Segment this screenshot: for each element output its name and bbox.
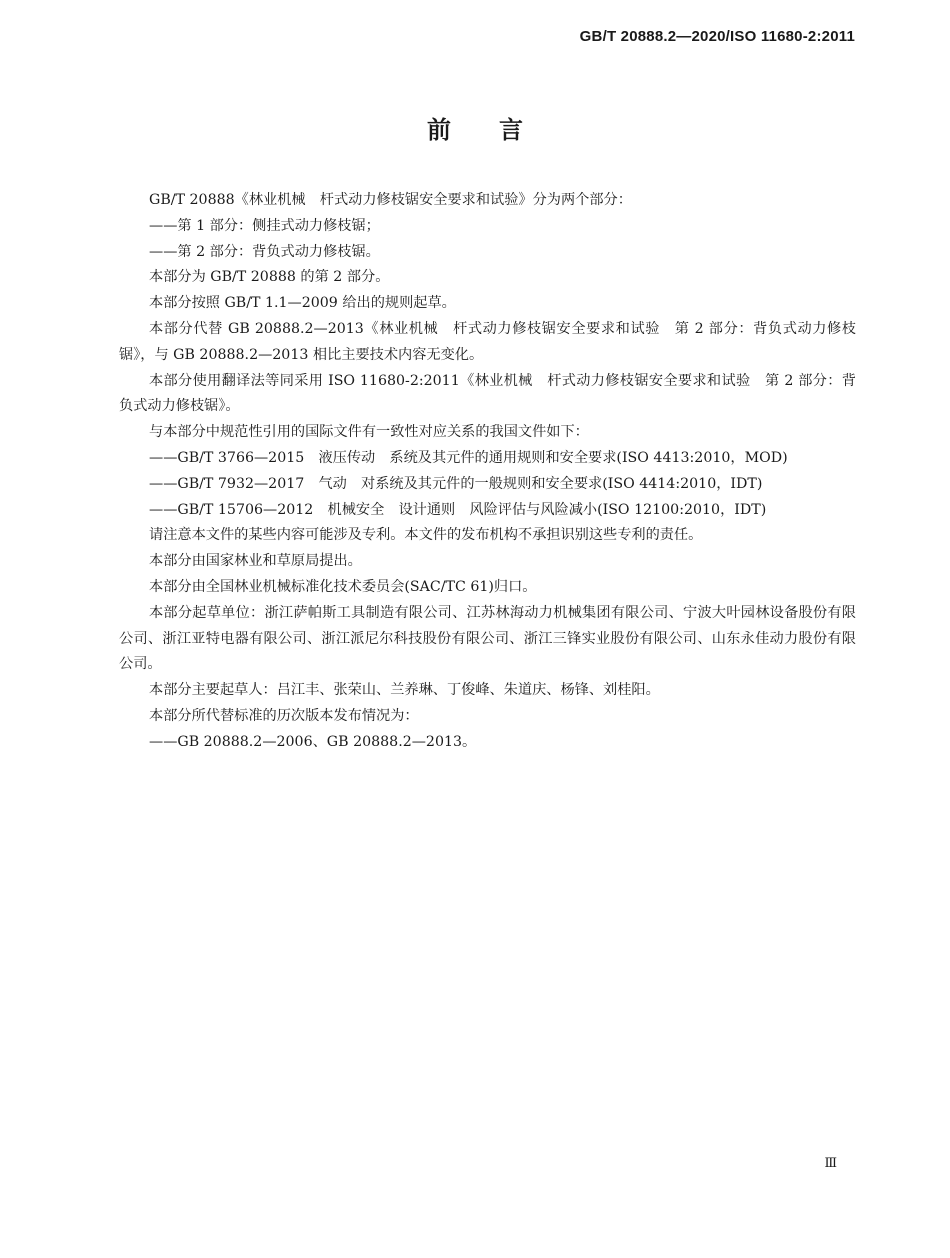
standard-code-header: GB/T 20888.2—2020/ISO 11680-2:2011 xyxy=(579,28,855,45)
list-item-part2: ——第 2 部分：背负式动力修枝锯。 xyxy=(149,243,380,260)
paragraph-previous-editions: 本部分所代替标准的历次版本发布情况为： xyxy=(149,707,419,724)
list-item-gbt15706: ——GB/T 15706—2012 机械安全 设计通则 风险评估与风险减小(ISO 12100:2010，IDT) xyxy=(149,501,767,518)
paragraph-technical-committee: 本部分由全国林业机械标准化技术委员会(SAC/TC 61)归口。 xyxy=(149,578,537,595)
list-item-previous-editions: ——GB 20888.2—2006、GB 20888.2—2013。 xyxy=(149,733,477,750)
paragraph-drafting-rules: 本部分按照 GB/T 1.1—2009 给出的规则起草。 xyxy=(149,295,456,312)
paragraph-patent-notice: 请注意本文件的某些内容可能涉及专利。本文件的发布机构不承担识别这些专利的责任。 xyxy=(149,527,703,544)
list-item-gbt3766: ——GB/T 3766—2015 液压传动 系统及其元件的通用规则和安全要求(ISO 4413:2010，MOD) xyxy=(149,449,788,466)
paragraph-drafters: 本部分主要起草人：吕江丰、张荣山、兰养琳、丁俊峰、朱道庆、杨锋、刘桂阳。 xyxy=(149,682,660,699)
paragraph-proposed-by: 本部分由国家林业和草原局提出。 xyxy=(149,553,362,570)
paragraph-drafting-units: 本部分起草单位：浙江萨帕斯工具制造有限公司、江苏林海动力机械集团有限公司、宁波大叶园林设备股份有限公司、浙江亚特电器有限公司、浙江派尼尔科技股份有限公司、浙江三锋实业股份有限公司、山东永佳动力股份有限公司。 xyxy=(119,604,856,673)
page-number: Ⅲ xyxy=(824,1156,837,1171)
page-title: 前言 xyxy=(427,116,571,144)
paragraph-parts: GB/T 20888《林业机械 杆式动力修枝锯安全要求和试验》分为两个部分： xyxy=(149,192,632,208)
paragraph-adoption: 本部分使用翻译法等同采用 ISO 11680-2:2011《林业机械 杆式动力修枝锯安全要求和试验 第 2 部分：背负式动力修枝锯》。 xyxy=(119,372,856,415)
paragraph-correspondence: 与本部分中规范性引用的国际文件有一致性对应关系的我国文件如下： xyxy=(149,424,589,441)
foreword-body xyxy=(119,188,856,756)
list-item-gbt7932: ——GB/T 7932—2017 气动 对系统及其元件的一般规则和安全要求(ISO 4414:2010，IDT) xyxy=(149,475,763,492)
paragraph-part-of: 本部分为 GB/T 20888 的第 2 部分。 xyxy=(149,269,390,286)
paragraph-replaces: 本部分代替 GB 20888.2—2013《林业机械 杆式动力修枝锯安全要求和试验 第 2 部分：背负式动力修枝锯》，与 GB 20888.2—2013 相比主要技术内容无变化。 xyxy=(119,320,856,363)
list-item-part1: ——第 1 部分：侧挂式动力修枝锯； xyxy=(149,217,380,234)
